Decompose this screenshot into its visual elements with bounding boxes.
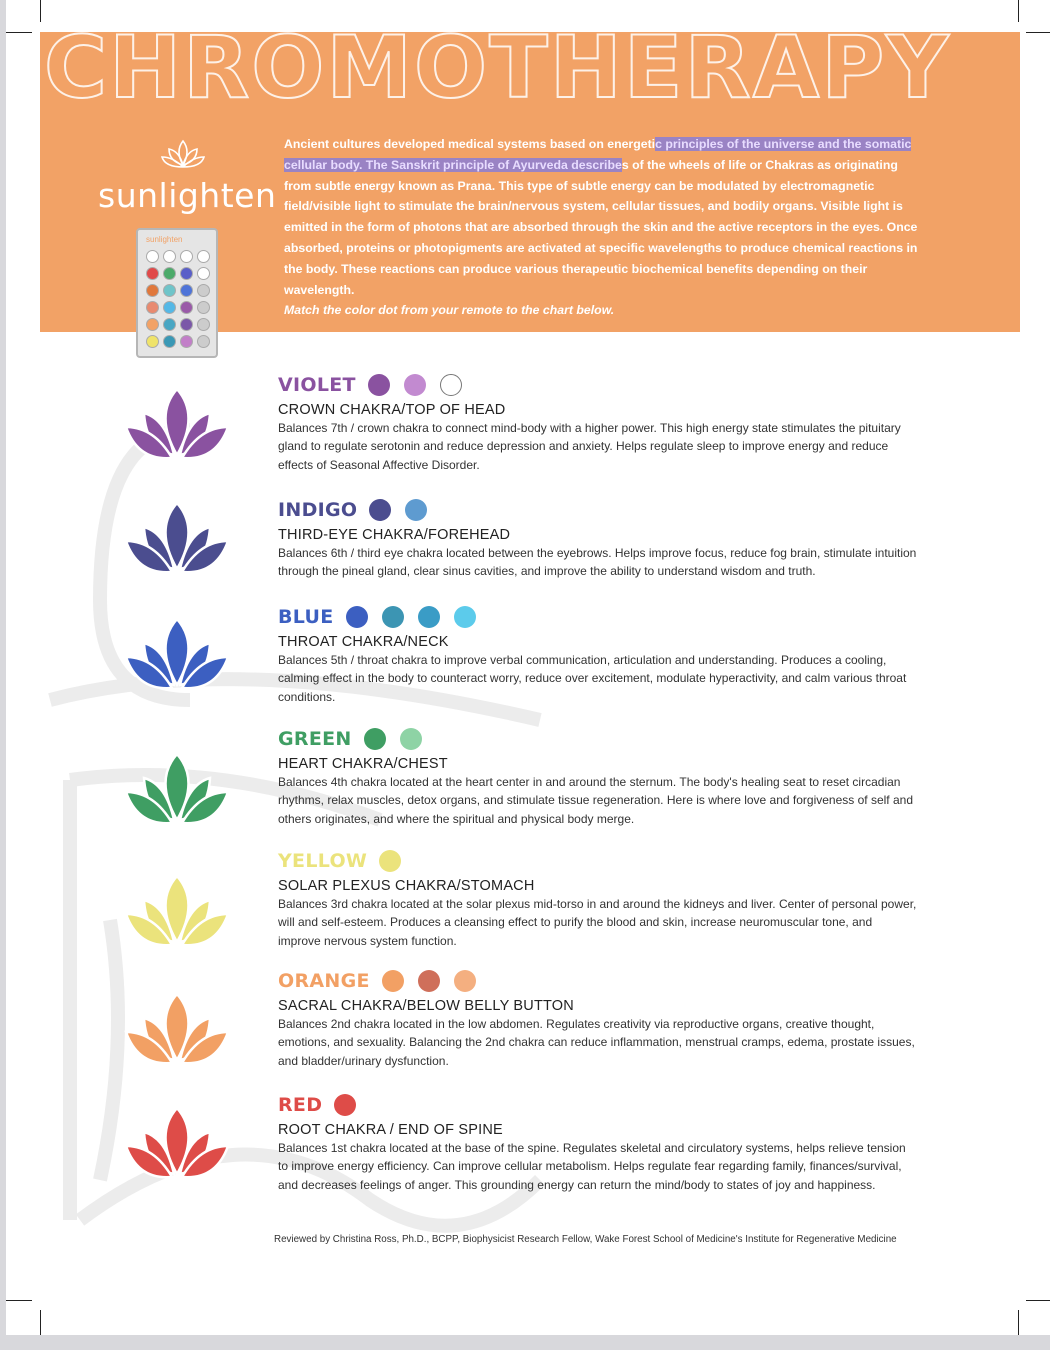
remote-color-button bbox=[163, 335, 176, 348]
lotus-yellow-icon bbox=[124, 870, 230, 952]
remote-label: sunlighten bbox=[146, 235, 183, 244]
color-name: YELLOW bbox=[278, 850, 368, 872]
chakra-entry-blue bbox=[278, 604, 918, 706]
color-dot bbox=[405, 499, 427, 521]
lotus-indigo-icon bbox=[124, 497, 230, 579]
brand-logo bbox=[98, 137, 277, 215]
chakra-title: THROAT CHAKRA/NECK bbox=[278, 634, 449, 650]
intro-text-after: s of the wheels of life or Chakras as originating from subtle energy known as Prana. This type of subtle energy can be modulated by electromagnetic field/visible light to stimulate the brain/nervous system, cellular tissues, and bodily organs. Visible light is emitted in the form of photons that are absorbed through the skin and the active receptors in the eyes. Once absorbed, proteins or photopigments are activated at specific wavelengths to produce chemical reactions in the body. These reactions can produce various therapeutic biochemical benefits depending on their wavelength. bbox=[284, 157, 918, 297]
chakra-entry-yellow bbox=[278, 848, 918, 950]
remote-color-button bbox=[163, 284, 176, 297]
chakra-entry-orange bbox=[278, 968, 918, 1070]
remote-color-button bbox=[163, 267, 176, 280]
chakra-description: Balances 4th chakra located at the heart center in and around the sternum. The body's healing seat to reset circadian rhythms, relax muscles, detox organs, and stimulate tissue regeneration. Here is where love and forgiveness of self and others originates, and where the spiritual and physical body merge. bbox=[278, 775, 913, 826]
remote-color-button bbox=[146, 301, 159, 314]
color-dot bbox=[369, 499, 391, 521]
remote-color-button bbox=[197, 335, 210, 348]
chakra-title: SACRAL CHAKRA/BELOW BELLY BUTTON bbox=[278, 998, 574, 1014]
remote-color-button bbox=[146, 335, 159, 348]
chakra-entry-green bbox=[278, 726, 918, 828]
color-name: VIOLET bbox=[278, 374, 356, 396]
chakra-description: Balances 1st chakra located at the base of the spine. Regulates skeletal and circulatory systems, helps relieve tension to improve energy efficiency. Can improve cellular metabolism. Helps regulate fear regarding family, finances/survival, and decreases feelings of anger. This grounding energy can return the mind/body to states of joy and happiness. bbox=[278, 1141, 906, 1192]
intro-text-before: Ancient cultures developed medical systems based on energeti bbox=[284, 137, 656, 151]
remote-color-dots bbox=[369, 499, 441, 521]
color-dot bbox=[454, 606, 476, 628]
remote-color-dots bbox=[364, 728, 436, 750]
color-name: ORANGE bbox=[278, 970, 370, 992]
remote-color-button bbox=[197, 318, 210, 331]
remote-color-button bbox=[146, 267, 159, 280]
remote-color-button bbox=[197, 284, 210, 297]
remote-color-button bbox=[180, 318, 193, 331]
color-name: BLUE bbox=[278, 606, 334, 628]
color-dot bbox=[418, 606, 440, 628]
intro-paragraph bbox=[284, 134, 924, 321]
remote-color-button bbox=[197, 267, 210, 280]
remote-color-button bbox=[180, 250, 193, 263]
chakra-description: Balances 5th / throat chakra to improve verbal communication, articulation and understanding. Produces a cooling, calming effect in the body to counteract worry, reduce over excitement, modulate hyperactivity, and calm various throat conditions. bbox=[278, 653, 907, 704]
color-name: RED bbox=[278, 1094, 323, 1116]
remote-color-button bbox=[197, 301, 210, 314]
color-dot bbox=[418, 970, 440, 992]
remote-color-dots bbox=[379, 850, 415, 872]
remote-color-button bbox=[180, 267, 193, 280]
remote-color-button bbox=[180, 284, 193, 297]
color-name: INDIGO bbox=[278, 499, 358, 521]
lotus-red-icon bbox=[124, 1102, 230, 1184]
remote-color-button bbox=[180, 301, 193, 314]
brand-name: sunlighten bbox=[98, 176, 277, 215]
remote-color-button bbox=[163, 301, 176, 314]
remote-color-dots bbox=[346, 606, 490, 628]
lotus-violet-icon bbox=[124, 383, 230, 465]
chakra-entry-violet bbox=[278, 372, 918, 474]
remote-color-dots bbox=[334, 1094, 370, 1116]
remote-color-button bbox=[180, 335, 193, 348]
color-dot bbox=[382, 970, 404, 992]
chakra-description: Balances 7th / crown chakra to connect mind-body with a higher power. This high energy state stimulates the pituitary gland to regulate serotonin and reduce depression and anxiety. Helps regulate sleep to improve energy and reduce effects of Seasonal Affective Disorder. bbox=[278, 421, 901, 472]
remote-control bbox=[136, 228, 218, 358]
color-dot bbox=[400, 728, 422, 750]
remote-color-button bbox=[146, 250, 159, 263]
color-dot bbox=[404, 374, 426, 396]
color-dot bbox=[454, 970, 476, 992]
color-dot bbox=[382, 606, 404, 628]
chakra-entry-indigo bbox=[278, 497, 918, 581]
remote-color-button bbox=[163, 250, 176, 263]
chakra-title: ROOT CHAKRA / END OF SPINE bbox=[278, 1122, 503, 1138]
lotus-blue-icon bbox=[124, 613, 230, 695]
reviewer-credit: Reviewed by Christina Ross, Ph.D., BCPP, Biophysicist Research Fellow, Wake Forest School of Medicine's Institute for Regenerative Medicine bbox=[274, 1234, 897, 1245]
color-name: GREEN bbox=[278, 728, 352, 750]
color-dot bbox=[379, 850, 401, 872]
intro-instruction: Match the color dot from your remote to the chart below. bbox=[284, 303, 615, 318]
chakra-entry-red bbox=[278, 1092, 918, 1194]
remote-color-dots bbox=[382, 970, 490, 992]
lotus-orange-icon bbox=[124, 988, 230, 1070]
chakra-title: HEART CHAKRA/CHEST bbox=[278, 756, 448, 772]
chakra-title: SOLAR PLEXUS CHAKRA/STOMACH bbox=[278, 878, 535, 894]
chakra-description: Balances 6th / third eye chakra located between the eyebrows. Helps improve focus, reduce fog brain, stimulate intuition through the pineal gland, clear sinus cavities, and improve the ability to understand wisdom and truth. bbox=[278, 546, 917, 579]
chakra-title: CROWN CHAKRA/TOP OF HEAD bbox=[278, 402, 506, 418]
color-dot bbox=[368, 374, 390, 396]
color-dot bbox=[440, 374, 462, 396]
chakra-title: THIRD-EYE CHAKRA/FOREHEAD bbox=[278, 527, 511, 543]
page-title: CHROMOTHERAPY bbox=[44, 32, 951, 118]
remote-color-dots bbox=[368, 374, 476, 396]
lotus-logo-icon bbox=[159, 137, 207, 173]
color-dot bbox=[364, 728, 386, 750]
remote-color-button bbox=[197, 250, 210, 263]
intro-text-highlight: c principles of the universe and the somatic cellular body. The Sanskrit principle of Ayurveda describe bbox=[284, 137, 912, 172]
remote-color-button bbox=[163, 318, 176, 331]
color-dot bbox=[346, 606, 368, 628]
chakra-description: Balances 3rd chakra located at the solar plexus mid-torso in and around the kidneys and liver. Center of personal power, will and self-esteem. Produces a cleansing effect to purify the blood and skin, increase neuromuscular tone, and improve nervous system function. bbox=[278, 897, 917, 948]
chakra-description: Balances 2nd chakra located in the low abdomen. Regulates creativity via reproductive organs, creative thought, emotions, and sexuality. Balancing the 2nd chakra can reduce inflammation, menstrual cramps, edema, prostate issues, and bladder/urinary dysfunction. bbox=[278, 1017, 915, 1068]
lotus-green-icon bbox=[124, 748, 230, 830]
remote-color-button bbox=[146, 318, 159, 331]
color-dot bbox=[334, 1094, 356, 1116]
remote-color-button bbox=[146, 284, 159, 297]
